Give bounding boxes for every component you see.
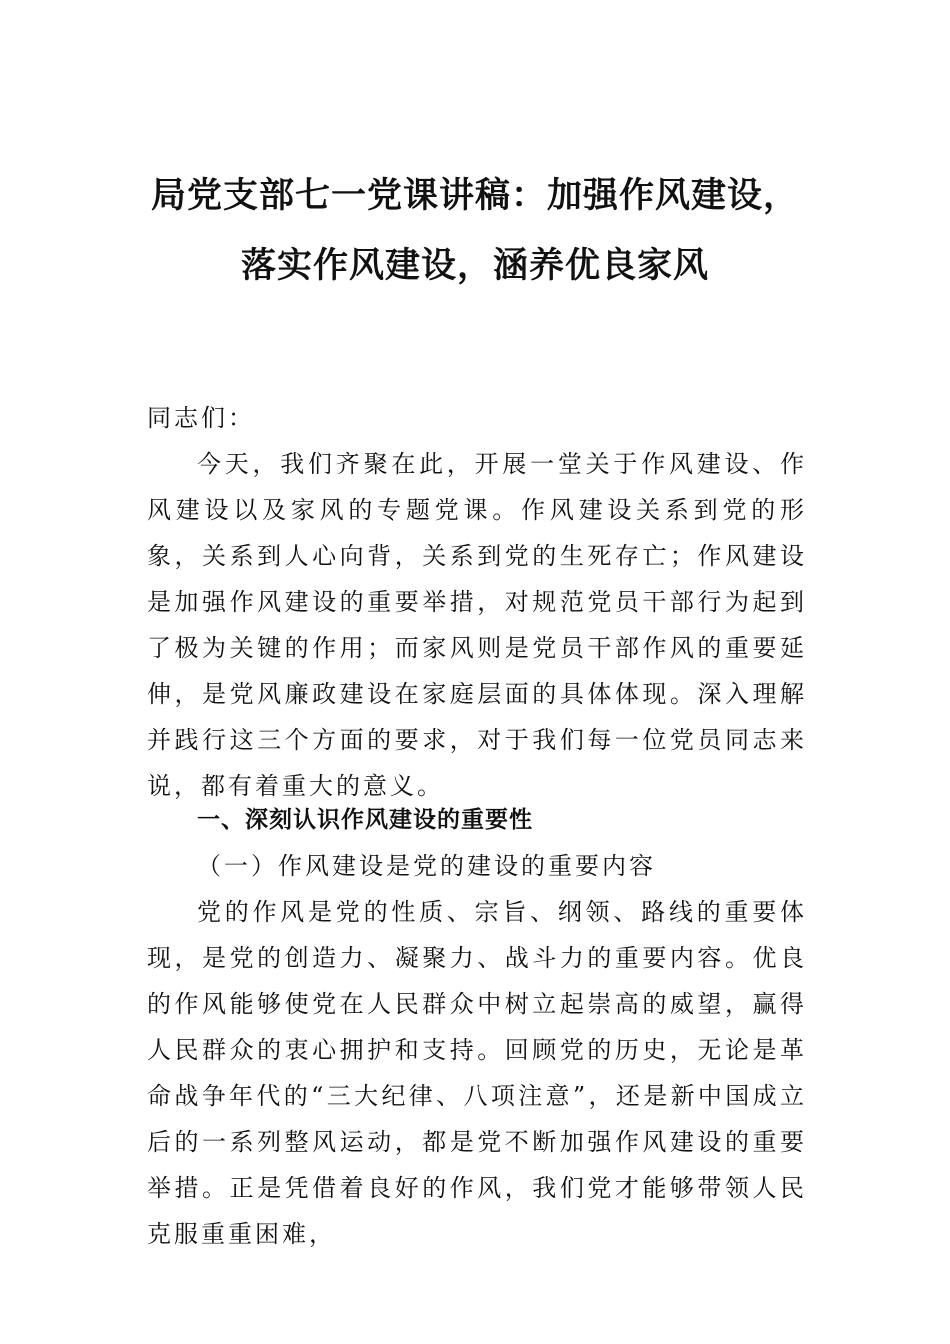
section-heading-1: 一、深刻认识作风建设的重要性 xyxy=(197,807,533,833)
document-title-line-2: 落实作风建设，涵养优良家风 xyxy=(240,245,709,286)
intro-paragraph: 今天，我们齐聚在此，开展一堂关于作风建设、作风建设以及家风的专题党课。作风建设关系到党的形象，关系到人心向背，关系到党的生死存亡；作风建设是加强作风建设的重要举措，对规范党员干部行为起到了极为关键的作用；而家风则是党员干部作风的重要延伸，是党风廉政建设在家庭层面的具体体现。深入理解并践行这三个方面的要求，对于我们每一位党员同志来说，都有着重大的意义。 xyxy=(147,450,807,800)
document-title-line-1: 局党支部七一党课讲稿：加强作风建设， xyxy=(150,175,799,216)
salutation: 同志们： xyxy=(147,404,255,432)
body-paragraph-2: 党的作风是党的性质、宗旨、纲领、路线的重要体现，是党的创造力、凝聚力、战斗力的重要内容。优良的作风能够使党在人民群众中树立起崇高的威望，赢得人民群众的衷心拥护和支持。回顾党的历史，无论是革命战争年代的“三大纪律、八项注意”，还是新中国成立后的一系列整风运动，都是党不断加强作风建设的重要举措。正是凭借着良好的作风，我们党才能够带领人民克服重重困难， xyxy=(147,898,807,1248)
subsection-heading-1: （一）作风建设是党的建设的重要内容 xyxy=(197,852,656,880)
